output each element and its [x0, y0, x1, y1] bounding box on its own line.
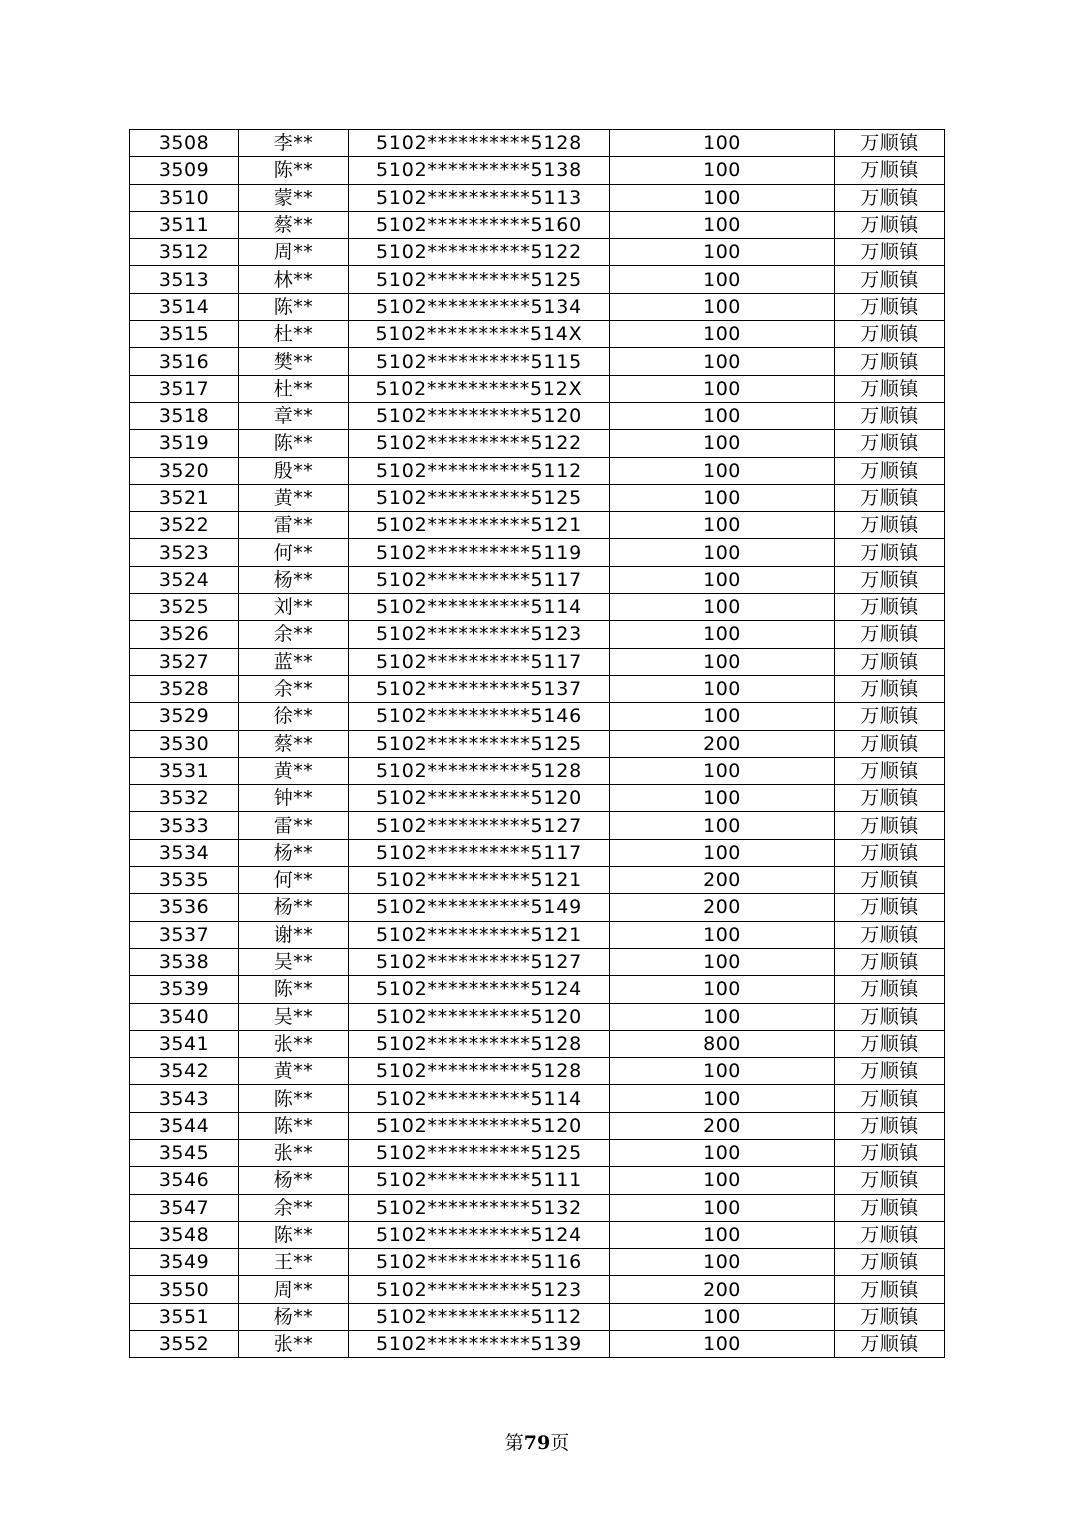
table-row — [130, 184, 945, 211]
town-cell: 万顺镇 — [835, 1194, 945, 1221]
table-row — [130, 1167, 945, 1194]
amount-cell: 200 — [610, 730, 835, 757]
table-row — [130, 348, 945, 375]
name-cell: 黄** — [239, 1058, 349, 1085]
amount-cell: 100 — [610, 184, 835, 211]
amount-cell: 100 — [610, 293, 835, 320]
table-row — [130, 948, 945, 975]
name-cell: 杜** — [239, 321, 349, 348]
name-cell: 何** — [239, 539, 349, 566]
serial-number-cell: 3536 — [130, 894, 239, 921]
name-cell: 黄** — [239, 757, 349, 784]
id-number-cell: 5102**********5137 — [349, 675, 610, 702]
table-row — [130, 1030, 945, 1057]
serial-number-cell: 3520 — [130, 457, 239, 484]
town-cell: 万顺镇 — [835, 375, 945, 402]
table-row — [130, 293, 945, 320]
name-cell: 陈** — [239, 157, 349, 184]
amount-cell: 100 — [610, 512, 835, 539]
table-row — [130, 921, 945, 948]
name-cell: 陈** — [239, 1221, 349, 1248]
table-row — [130, 1139, 945, 1166]
serial-number-cell: 3517 — [130, 375, 239, 402]
table-row — [130, 1303, 945, 1330]
id-number-cell: 5102**********5117 — [349, 839, 610, 866]
amount-cell: 100 — [610, 211, 835, 238]
amount-cell: 100 — [610, 321, 835, 348]
amount-cell: 100 — [610, 430, 835, 457]
town-cell: 万顺镇 — [835, 484, 945, 511]
id-number-cell: 5102**********5124 — [349, 1221, 610, 1248]
amount-cell: 100 — [610, 785, 835, 812]
name-cell: 徐** — [239, 703, 349, 730]
name-cell: 陈** — [239, 293, 349, 320]
serial-number-cell: 3544 — [130, 1112, 239, 1139]
name-cell: 杨** — [239, 566, 349, 593]
amount-cell: 100 — [610, 239, 835, 266]
id-number-cell: 5102**********5125 — [349, 730, 610, 757]
serial-number-cell: 3543 — [130, 1085, 239, 1112]
table-row — [130, 976, 945, 1003]
serial-number-cell: 3513 — [130, 266, 239, 293]
table-row — [130, 812, 945, 839]
serial-number-cell: 3534 — [130, 839, 239, 866]
name-cell: 王** — [239, 1249, 349, 1276]
serial-number-cell: 3522 — [130, 512, 239, 539]
name-cell: 蓝** — [239, 648, 349, 675]
name-cell: 陈** — [239, 1112, 349, 1139]
name-cell: 张** — [239, 1030, 349, 1057]
serial-number-cell: 3530 — [130, 730, 239, 757]
name-cell: 章** — [239, 402, 349, 429]
name-cell: 刘** — [239, 594, 349, 621]
amount-cell: 200 — [610, 1276, 835, 1303]
table-row — [130, 703, 945, 730]
name-cell: 李** — [239, 130, 349, 157]
serial-number-cell: 3523 — [130, 539, 239, 566]
table-row — [130, 594, 945, 621]
table-row — [130, 785, 945, 812]
id-number-cell: 5102**********5121 — [349, 867, 610, 894]
serial-number-cell: 3549 — [130, 1249, 239, 1276]
id-number-cell: 5102**********5138 — [349, 157, 610, 184]
town-cell: 万顺镇 — [835, 430, 945, 457]
amount-cell: 100 — [610, 1331, 835, 1358]
amount-cell: 100 — [610, 266, 835, 293]
name-cell: 陈** — [239, 1085, 349, 1112]
table-row — [130, 375, 945, 402]
town-cell: 万顺镇 — [835, 239, 945, 266]
id-number-cell: 5102**********5114 — [349, 1085, 610, 1112]
name-cell: 杨** — [239, 894, 349, 921]
id-number-cell: 5102**********5120 — [349, 1112, 610, 1139]
serial-number-cell: 3511 — [130, 211, 239, 238]
table-row — [130, 730, 945, 757]
serial-number-cell: 3521 — [130, 484, 239, 511]
id-number-cell: 5102**********5114 — [349, 594, 610, 621]
town-cell: 万顺镇 — [835, 867, 945, 894]
town-cell: 万顺镇 — [835, 1139, 945, 1166]
amount-cell: 100 — [610, 457, 835, 484]
serial-number-cell: 3525 — [130, 594, 239, 621]
serial-number-cell: 3541 — [130, 1030, 239, 1057]
town-cell: 万顺镇 — [835, 594, 945, 621]
town-cell: 万顺镇 — [835, 757, 945, 784]
id-number-cell: 5102**********5120 — [349, 1003, 610, 1030]
id-number-cell: 5102**********5120 — [349, 402, 610, 429]
table-row — [130, 1276, 945, 1303]
town-cell: 万顺镇 — [835, 157, 945, 184]
town-cell: 万顺镇 — [835, 1331, 945, 1358]
name-cell: 周** — [239, 1276, 349, 1303]
table-row — [130, 1003, 945, 1030]
serial-number-cell: 3516 — [130, 348, 239, 375]
serial-number-cell: 3540 — [130, 1003, 239, 1030]
serial-number-cell: 3528 — [130, 675, 239, 702]
page-number: 79 — [523, 1432, 551, 1454]
town-cell: 万顺镇 — [835, 1085, 945, 1112]
id-number-cell: 5102**********514X — [349, 321, 610, 348]
amount-cell: 100 — [610, 1303, 835, 1330]
town-cell: 万顺镇 — [835, 703, 945, 730]
id-number-cell: 5102**********512X — [349, 375, 610, 402]
id-number-cell: 5102**********5146 — [349, 703, 610, 730]
amount-cell: 100 — [610, 812, 835, 839]
id-number-cell: 5102**********5122 — [349, 239, 610, 266]
table-row — [130, 457, 945, 484]
id-number-cell: 5102**********5132 — [349, 1194, 610, 1221]
name-cell: 钟** — [239, 785, 349, 812]
amount-cell: 100 — [610, 1167, 835, 1194]
town-cell: 万顺镇 — [835, 321, 945, 348]
amount-cell: 100 — [610, 621, 835, 648]
id-number-cell: 5102**********5123 — [349, 1276, 610, 1303]
name-cell: 杨** — [239, 1303, 349, 1330]
amount-cell: 100 — [610, 1249, 835, 1276]
table-row — [130, 621, 945, 648]
town-cell: 万顺镇 — [835, 266, 945, 293]
table-row — [130, 1221, 945, 1248]
amount-cell: 100 — [610, 566, 835, 593]
serial-number-cell: 3518 — [130, 402, 239, 429]
name-cell: 吴** — [239, 948, 349, 975]
town-cell: 万顺镇 — [835, 648, 945, 675]
name-cell: 张** — [239, 1331, 349, 1358]
amount-cell: 100 — [610, 130, 835, 157]
id-number-cell: 5102**********5117 — [349, 648, 610, 675]
id-number-cell: 5102**********5115 — [349, 348, 610, 375]
town-cell: 万顺镇 — [835, 293, 945, 320]
town-cell: 万顺镇 — [835, 348, 945, 375]
table-row — [130, 1331, 945, 1358]
name-cell: 余** — [239, 1194, 349, 1221]
town-cell: 万顺镇 — [835, 1030, 945, 1057]
id-number-cell: 5102**********5122 — [349, 430, 610, 457]
table-body — [130, 130, 945, 1358]
id-number-cell: 5102**********5128 — [349, 1030, 610, 1057]
amount-cell: 200 — [610, 1112, 835, 1139]
name-cell: 余** — [239, 621, 349, 648]
table-row — [130, 894, 945, 921]
id-number-cell: 5102**********5128 — [349, 1058, 610, 1085]
id-number-cell: 5102**********5127 — [349, 948, 610, 975]
table-row — [130, 430, 945, 457]
table-row — [130, 539, 945, 566]
id-number-cell: 5102**********5117 — [349, 566, 610, 593]
id-number-cell: 5102**********5149 — [349, 894, 610, 921]
serial-number-cell: 3524 — [130, 566, 239, 593]
table-row — [130, 839, 945, 866]
id-number-cell: 5102**********5139 — [349, 1331, 610, 1358]
serial-number-cell: 3532 — [130, 785, 239, 812]
table-row — [130, 266, 945, 293]
amount-cell: 100 — [610, 948, 835, 975]
serial-number-cell: 3514 — [130, 293, 239, 320]
amount-cell: 100 — [610, 539, 835, 566]
id-number-cell: 5102**********5125 — [349, 1139, 610, 1166]
serial-number-cell: 3537 — [130, 921, 239, 948]
serial-number-cell: 3515 — [130, 321, 239, 348]
serial-number-cell: 3512 — [130, 239, 239, 266]
name-cell: 周** — [239, 239, 349, 266]
page-label-prefix: 第 — [504, 1432, 524, 1454]
serial-number-cell: 3529 — [130, 703, 239, 730]
serial-number-cell: 3527 — [130, 648, 239, 675]
town-cell: 万顺镇 — [835, 976, 945, 1003]
page-footer — [0, 1428, 1074, 1455]
amount-cell: 100 — [610, 1058, 835, 1085]
name-cell: 雷** — [239, 812, 349, 839]
name-cell: 陈** — [239, 430, 349, 457]
name-cell: 黄** — [239, 484, 349, 511]
town-cell: 万顺镇 — [835, 457, 945, 484]
serial-number-cell: 3547 — [130, 1194, 239, 1221]
amount-cell: 100 — [610, 675, 835, 702]
table-row — [130, 512, 945, 539]
serial-number-cell: 3533 — [130, 812, 239, 839]
amount-cell: 100 — [610, 375, 835, 402]
name-cell: 蔡** — [239, 211, 349, 238]
table-row — [130, 648, 945, 675]
name-cell: 杨** — [239, 1167, 349, 1194]
serial-number-cell: 3538 — [130, 948, 239, 975]
name-cell: 雷** — [239, 512, 349, 539]
serial-number-cell: 3519 — [130, 430, 239, 457]
town-cell: 万顺镇 — [835, 211, 945, 238]
id-number-cell: 5102**********5112 — [349, 1303, 610, 1330]
table-row — [130, 402, 945, 429]
name-cell: 蔡** — [239, 730, 349, 757]
town-cell: 万顺镇 — [835, 1167, 945, 1194]
id-number-cell: 5102**********5111 — [349, 1167, 610, 1194]
amount-cell: 100 — [610, 1003, 835, 1030]
id-number-cell: 5102**********5121 — [349, 921, 610, 948]
serial-number-cell: 3531 — [130, 757, 239, 784]
amount-cell: 100 — [610, 348, 835, 375]
page-label-suffix: 页 — [550, 1432, 570, 1454]
amount-cell: 100 — [610, 648, 835, 675]
amount-cell: 100 — [610, 976, 835, 1003]
amount-cell: 100 — [610, 402, 835, 429]
town-cell: 万顺镇 — [835, 812, 945, 839]
table-row — [130, 757, 945, 784]
id-number-cell: 5102**********5125 — [349, 484, 610, 511]
serial-number-cell: 3551 — [130, 1303, 239, 1330]
town-cell: 万顺镇 — [835, 1249, 945, 1276]
id-number-cell: 5102**********5113 — [349, 184, 610, 211]
table-row — [130, 1249, 945, 1276]
amount-cell: 800 — [610, 1030, 835, 1057]
id-number-cell: 5102**********5160 — [349, 211, 610, 238]
id-number-cell: 5102**********5123 — [349, 621, 610, 648]
amount-cell: 100 — [610, 1221, 835, 1248]
table-row — [130, 1112, 945, 1139]
data-table — [129, 129, 945, 1358]
id-number-cell: 5102**********5119 — [349, 539, 610, 566]
id-number-cell: 5102**********5121 — [349, 512, 610, 539]
town-cell: 万顺镇 — [835, 1112, 945, 1139]
town-cell: 万顺镇 — [835, 921, 945, 948]
town-cell: 万顺镇 — [835, 1058, 945, 1085]
serial-number-cell: 3539 — [130, 976, 239, 1003]
table-row — [130, 675, 945, 702]
name-cell: 谢** — [239, 921, 349, 948]
name-cell: 余** — [239, 675, 349, 702]
amount-cell: 100 — [610, 921, 835, 948]
town-cell: 万顺镇 — [835, 402, 945, 429]
id-number-cell: 5102**********5128 — [349, 757, 610, 784]
amount-cell: 100 — [610, 757, 835, 784]
amount-cell: 100 — [610, 1139, 835, 1166]
name-cell: 杨** — [239, 839, 349, 866]
town-cell: 万顺镇 — [835, 894, 945, 921]
table-row — [130, 1085, 945, 1112]
amount-cell: 100 — [610, 594, 835, 621]
table-row — [130, 867, 945, 894]
town-cell: 万顺镇 — [835, 621, 945, 648]
table-row — [130, 484, 945, 511]
table-row — [130, 211, 945, 238]
town-cell: 万顺镇 — [835, 1276, 945, 1303]
table-row — [130, 566, 945, 593]
serial-number-cell: 3550 — [130, 1276, 239, 1303]
name-cell: 何** — [239, 867, 349, 894]
table-row — [130, 321, 945, 348]
serial-number-cell: 3545 — [130, 1139, 239, 1166]
name-cell: 林** — [239, 266, 349, 293]
name-cell: 殷** — [239, 457, 349, 484]
amount-cell: 100 — [610, 839, 835, 866]
amount-cell: 100 — [610, 1085, 835, 1112]
id-number-cell: 5102**********5120 — [349, 785, 610, 812]
id-number-cell: 5102**********5116 — [349, 1249, 610, 1276]
amount-cell: 100 — [610, 1194, 835, 1221]
serial-number-cell: 3509 — [130, 157, 239, 184]
id-number-cell: 5102**********5124 — [349, 976, 610, 1003]
serial-number-cell: 3526 — [130, 621, 239, 648]
serial-number-cell: 3542 — [130, 1058, 239, 1085]
id-number-cell: 5102**********5112 — [349, 457, 610, 484]
amount-cell: 200 — [610, 894, 835, 921]
town-cell: 万顺镇 — [835, 566, 945, 593]
town-cell: 万顺镇 — [835, 948, 945, 975]
amount-cell: 200 — [610, 867, 835, 894]
town-cell: 万顺镇 — [835, 1221, 945, 1248]
town-cell: 万顺镇 — [835, 184, 945, 211]
table-row — [130, 130, 945, 157]
town-cell: 万顺镇 — [835, 785, 945, 812]
id-number-cell: 5102**********5128 — [349, 130, 610, 157]
town-cell: 万顺镇 — [835, 1003, 945, 1030]
town-cell: 万顺镇 — [835, 839, 945, 866]
amount-cell: 100 — [610, 703, 835, 730]
table-row — [130, 1058, 945, 1085]
id-number-cell: 5102**********5127 — [349, 812, 610, 839]
amount-cell: 100 — [610, 484, 835, 511]
town-cell: 万顺镇 — [835, 730, 945, 757]
town-cell: 万顺镇 — [835, 1303, 945, 1330]
serial-number-cell: 3510 — [130, 184, 239, 211]
serial-number-cell: 3535 — [130, 867, 239, 894]
id-number-cell: 5102**********5125 — [349, 266, 610, 293]
serial-number-cell: 3552 — [130, 1331, 239, 1358]
name-cell: 张** — [239, 1139, 349, 1166]
town-cell: 万顺镇 — [835, 512, 945, 539]
table-row — [130, 157, 945, 184]
name-cell: 陈** — [239, 976, 349, 1003]
town-cell: 万顺镇 — [835, 130, 945, 157]
serial-number-cell: 3548 — [130, 1221, 239, 1248]
amount-cell: 100 — [610, 157, 835, 184]
serial-number-cell: 3508 — [130, 130, 239, 157]
town-cell: 万顺镇 — [835, 675, 945, 702]
name-cell: 吴** — [239, 1003, 349, 1030]
name-cell: 杜** — [239, 375, 349, 402]
town-cell: 万顺镇 — [835, 539, 945, 566]
serial-number-cell: 3546 — [130, 1167, 239, 1194]
name-cell: 蒙** — [239, 184, 349, 211]
table-row — [130, 1194, 945, 1221]
table-row — [130, 239, 945, 266]
name-cell: 樊** — [239, 348, 349, 375]
id-number-cell: 5102**********5134 — [349, 293, 610, 320]
